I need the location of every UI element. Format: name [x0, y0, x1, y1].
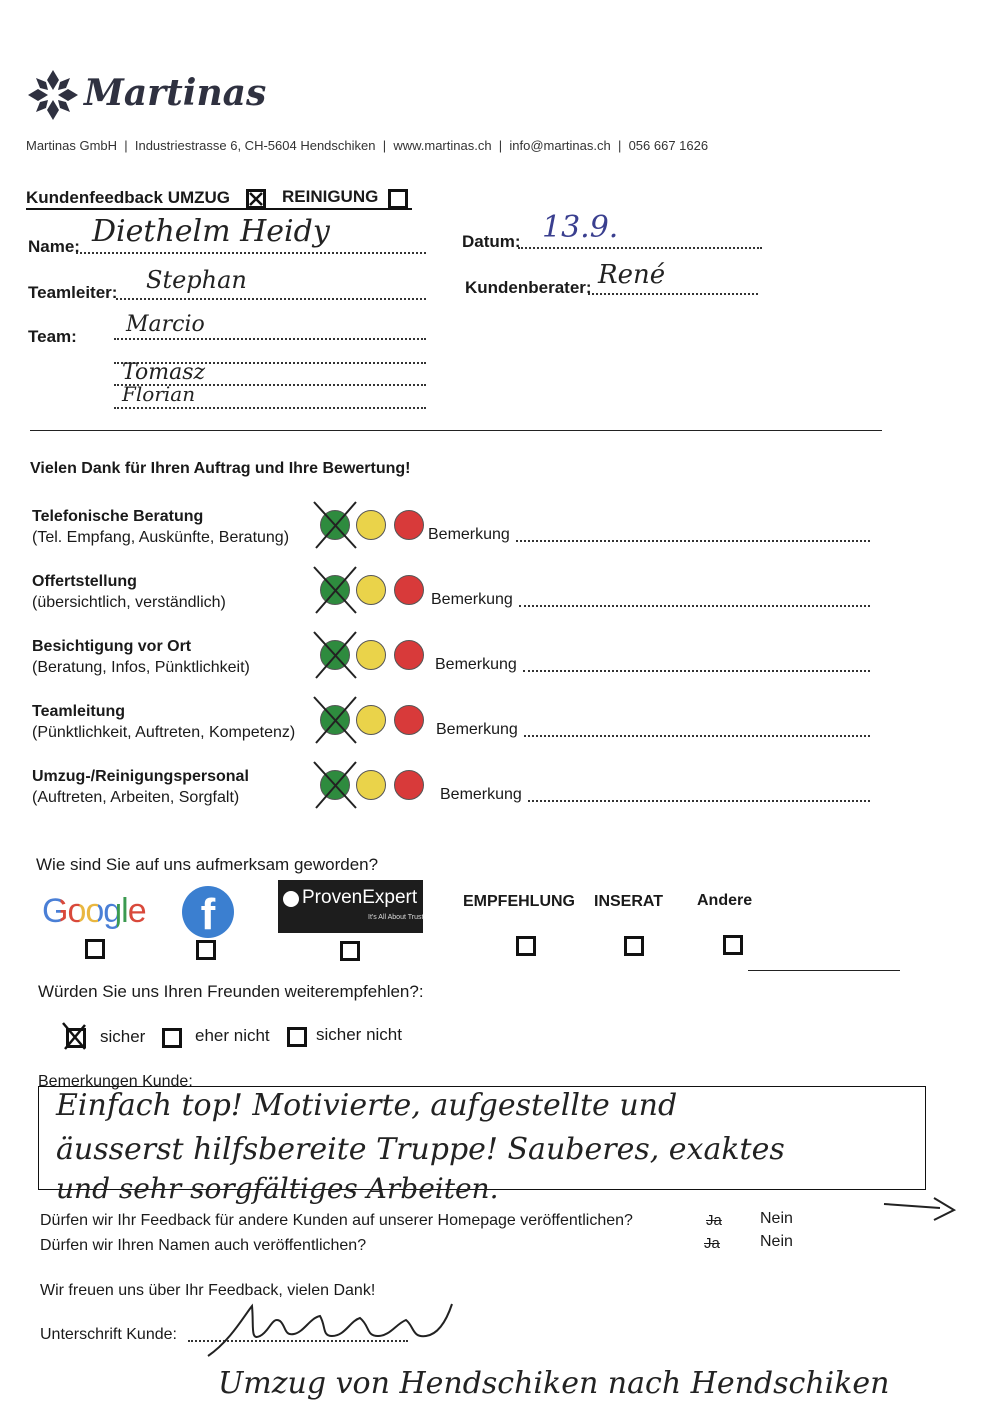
empfehlung-checkbox[interactable] — [516, 936, 536, 956]
kundenberater-label: Kundenberater: — [465, 278, 592, 297]
rating-remark-line[interactable] — [524, 735, 870, 737]
thanks-text: Wir freuen uns über Ihr Feedback, vielen Dank! — [40, 1282, 376, 1299]
section-divider — [30, 430, 882, 431]
team-line-4 — [114, 407, 426, 409]
form-title: Kundenfeedback UMZUG — [26, 188, 231, 207]
brand-name: Martinas — [84, 72, 267, 114]
recommend-eher-nicht-label: eher nicht — [195, 1026, 270, 1045]
datum-label: Datum: — [462, 232, 521, 251]
rating-row-subtitle: (Tel. Empfang, Auskünfte, Beratung) — [32, 529, 290, 546]
publish-question-1: Dürfen wir Ihr Feedback für andere Kunden auf unserer Homepage veröffentlichen? — [40, 1212, 633, 1229]
team-member-1[interactable]: Marcio — [126, 312, 205, 337]
rating-row-title: Offertstellung — [32, 573, 137, 590]
recommend-sicher-nicht-label: sicher nicht — [316, 1025, 402, 1044]
rating-row-title: Telefonische Beratung — [32, 508, 204, 525]
recommend-sicher-label: sicher — [100, 1027, 146, 1046]
rating-remark-label: Bemerkung — [431, 591, 513, 608]
name-line — [76, 252, 426, 254]
team-label: Team: — [28, 327, 77, 346]
proven-expert-icon — [283, 891, 299, 907]
team-line-1 — [114, 338, 426, 340]
reinigung-checkbox[interactable] — [388, 189, 408, 209]
rating-row-title: Umzug-/Reinigungspersonal — [32, 768, 249, 785]
inserat-label: INSERAT — [594, 893, 664, 910]
recommend-question: Würden Sie uns Ihren Freunden weiterempfehlen?: — [38, 982, 424, 1001]
rating-remark-label: Bemerkung — [440, 786, 522, 803]
name-label: Name: — [28, 237, 80, 256]
recommend-eher-nicht-checkbox[interactable] — [162, 1028, 182, 1048]
rating-row-subtitle: (Auftreten, Arbeiten, Sorgfalt) — [32, 789, 240, 806]
rating-selected-x-icon — [310, 630, 360, 680]
team-member-3[interactable]: Florian — [122, 382, 196, 406]
inserat-checkbox[interactable] — [624, 936, 644, 956]
datum-value[interactable]: 13.9. — [542, 210, 619, 245]
rating-neutral-icon[interactable] — [356, 510, 386, 540]
kundenberater-value[interactable]: René — [598, 260, 666, 290]
rating-selected-x-icon — [310, 500, 360, 550]
company-line: Martinas GmbH | Industriestrasse 6, CH-5604 Hendschiken | www.martinas.ch | info@martinas.ch | 056 667 1626 — [26, 138, 709, 153]
facebook-logo — [182, 886, 234, 938]
company-web: www.martinas.ch — [393, 138, 492, 153]
google-logo — [42, 892, 146, 931]
company-address: Industriestrasse 6, CH-5604 Hendschiken — [134, 138, 376, 153]
rating-row-title: Besichtigung vor Ort — [32, 638, 192, 655]
proven-expert-checkbox[interactable] — [340, 941, 360, 961]
google-text: Google — [42, 892, 146, 930]
footer-note: Umzug von Hendschiken nach Hendschiken — [218, 1366, 890, 1401]
google-checkbox[interactable] — [85, 939, 105, 959]
teamleiter-line — [116, 298, 426, 300]
remarks-line-2: äusserst hilfsbereite Truppe! Sauberes, exaktes — [56, 1132, 785, 1167]
signature-image[interactable] — [200, 1296, 460, 1366]
rating-remark-label: Bemerkung — [428, 526, 510, 543]
name-value[interactable]: Diethelm Heidy — [92, 214, 330, 249]
rating-neutral-icon[interactable] — [356, 575, 386, 605]
datum-line — [518, 247, 762, 249]
facebook-icon: f — [200, 890, 216, 939]
andere-line[interactable] — [748, 970, 900, 971]
recommend-sicher-nicht-checkbox[interactable] — [287, 1027, 307, 1047]
source-question: Wie sind Sie auf uns aufmerksam geworden? — [36, 855, 379, 874]
publish-question-2: Dürfen wir Ihren Namen auch veröffentlichen? — [40, 1237, 367, 1254]
rating-remark-line[interactable] — [519, 605, 870, 607]
rating-selected-x-icon — [310, 565, 360, 615]
publish-2-ja[interactable]: Ja — [704, 1235, 720, 1252]
company-phone: 056 667 1626 — [628, 138, 709, 153]
rating-bad-icon[interactable] — [394, 705, 424, 735]
company-email: info@martinas.ch — [509, 138, 611, 153]
rating-remark-line[interactable] — [516, 540, 870, 542]
recommend-sicher-checkbox[interactable] — [66, 1028, 86, 1048]
rating-heading: Vielen Dank für Ihren Auftrag und Ihre Bewertung! — [30, 460, 411, 477]
rating-row-subtitle: (Beratung, Infos, Pünktlichkeit) — [32, 659, 250, 676]
rating-remark-label: Bemerkung — [435, 656, 517, 673]
form-title-row — [26, 188, 230, 208]
company-name: Martinas GmbH — [26, 138, 118, 153]
rating-remark-line[interactable] — [528, 800, 870, 802]
rating-row-title: Teamleitung — [32, 703, 126, 720]
team-member-2[interactable]: Tomasz — [122, 360, 206, 385]
remarks-label: Bemerkungen Kunde: — [38, 1073, 193, 1090]
rating-remark-line[interactable] — [523, 670, 870, 672]
publish-2-nein[interactable]: Nein — [760, 1233, 793, 1250]
rating-selected-x-icon — [310, 695, 360, 745]
rating-selected-x-icon — [310, 760, 360, 810]
andere-checkbox[interactable] — [723, 935, 743, 955]
andere-label: Andere — [697, 892, 753, 909]
rating-bad-icon[interactable] — [394, 640, 424, 670]
rating-neutral-icon[interactable] — [356, 770, 386, 800]
rating-neutral-icon[interactable] — [356, 705, 386, 735]
arrow-right-icon — [882, 1196, 962, 1226]
proven-expert-text: ProvenExpert — [302, 887, 418, 908]
proven-expert-tagline: It's All About Trust — [368, 914, 424, 921]
teamleiter-value[interactable]: Stephan — [146, 266, 247, 294]
publish-1-nein[interactable]: Nein — [760, 1210, 793, 1227]
facebook-checkbox[interactable] — [196, 940, 216, 960]
remarks-line-3: und sehr sorgfältiges Arbeiten. — [56, 1172, 499, 1205]
rating-bad-icon[interactable] — [394, 510, 424, 540]
teamleiter-label: Teamleiter: — [28, 283, 118, 302]
reinigung-label: REINIGUNG — [282, 187, 379, 206]
remarks-line-1: Einfach top! Motivierte, aufgestellte und — [56, 1088, 678, 1123]
rating-row-subtitle: (übersichtlich, verständlich) — [32, 594, 226, 611]
rating-remark-label: Bemerkung — [436, 721, 518, 738]
umzug-checkbox[interactable] — [246, 189, 266, 209]
logo — [28, 68, 268, 124]
kundenberater-line — [588, 293, 758, 295]
rating-bad-icon[interactable] — [394, 575, 424, 605]
rating-bad-icon[interactable] — [394, 770, 424, 800]
check-x-icon — [61, 1021, 87, 1051]
signature-label: Unterschrift Kunde: — [40, 1326, 177, 1343]
title-underline — [26, 208, 412, 210]
publish-1-ja[interactable]: Ja — [706, 1212, 722, 1229]
martinas-logo-icon — [28, 70, 78, 120]
proven-expert-logo — [278, 880, 423, 933]
empfehlung-label: EMPFEHLUNG — [463, 893, 575, 910]
rating-neutral-icon[interactable] — [356, 640, 386, 670]
rating-row-subtitle: (Pünktlichkeit, Auftreten, Kompetenz) — [32, 724, 296, 741]
check-x-icon — [249, 192, 263, 206]
